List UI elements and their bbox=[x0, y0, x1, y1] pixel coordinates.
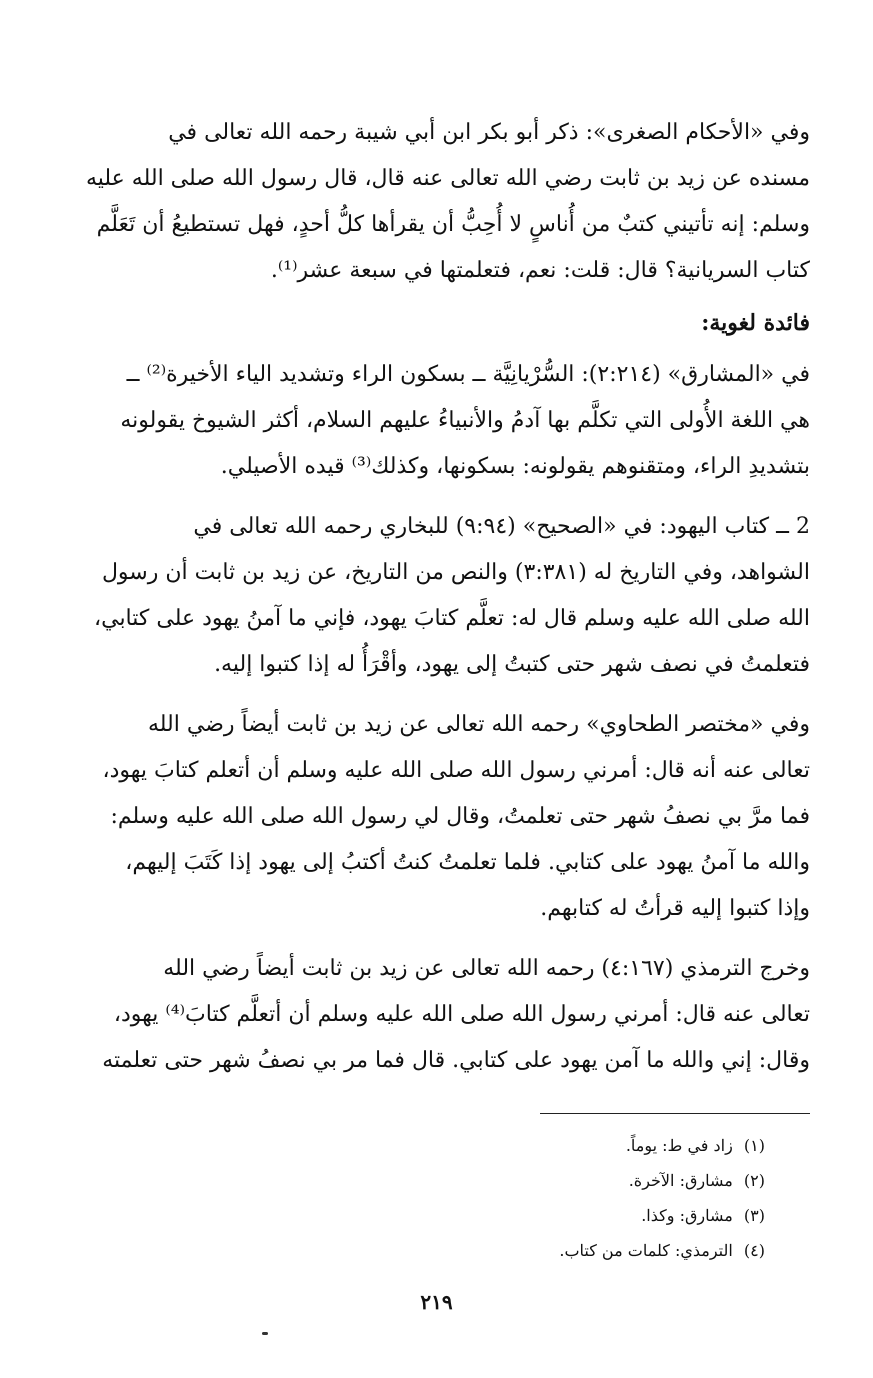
footnote-number: (٣) bbox=[743, 1206, 765, 1225]
section-heading: فائدة لغوية: bbox=[701, 310, 810, 336]
footnote-text: زاد في ط: يوماً. bbox=[625, 1136, 733, 1155]
footnote-item bbox=[165, 1233, 765, 1268]
text-line: الشواهد، وفي التاريخ له (٣:٣٨١) والنص من التاريخ، عن زيد بن ثابت أن رسول bbox=[101, 560, 810, 585]
text-line: والله ما آمنُ يهود على كتابي. فلما تعلمتُ كنتُ أكتبُ إلى يهود إذا كَتَبَ إليهم، bbox=[125, 850, 810, 875]
text-line: وقال: إني والله ما آمن يهود على كتابي. قال فما مر بي نصفُ شهر حتى تعلمته bbox=[102, 1048, 810, 1073]
text-line: كتاب السريانية؟ قال: قلت: نعم، فتعلمتها في سبعة عشر⁽¹⁾. bbox=[270, 258, 810, 283]
paragraph-ahkam bbox=[60, 110, 810, 294]
footnote-item bbox=[165, 1163, 765, 1198]
footnote-item bbox=[165, 1128, 765, 1163]
paragraph-tahawi bbox=[60, 702, 810, 932]
text-line: بتشديدِ الراء، ومتقنوهم يقولونه: بسكونها، وكذلك⁽³⁾ قيده الأصيلي. bbox=[220, 454, 810, 479]
text-line: مسنده عن زيد بن ثابت رضي الله تعالى عنه قال، قال رسول الله صلى الله عليه bbox=[85, 166, 810, 191]
text-line: في «المشارق» (٢:٢١٤): السُّرْيانِيَّة ــ بسكون الراء وتشديد الياء الأخيرة⁽²⁾ ــ bbox=[126, 362, 810, 387]
text-line: وخرج الترمذي (٤:١٦٧) رحمه الله تعالى عن زيد بن ثابت أيضاً رضي الله bbox=[163, 956, 810, 981]
text-line: وإذا كتبوا إليه قرأتُ له كتابهم. bbox=[540, 896, 810, 921]
paragraph-tirmidhi bbox=[60, 946, 810, 1084]
print-speck bbox=[262, 1332, 268, 1335]
text-line: هي اللغة الأُولى التي تكلَّم بها آدمُ والأنبياءُ عليهم السلام، أكثر الشيوخ يقولونه bbox=[120, 408, 810, 433]
footnote-number: (٢) bbox=[743, 1171, 765, 1190]
footnote-text: مشارق: وكذا. bbox=[641, 1206, 733, 1225]
text-line: وسلم: إنه تأتيني كتبٌ من أُناسٍ لا أُحِبُّ أن يقرأها كلُّ أحدٍ، فهل تستطيعُ أن تَعَلَّم bbox=[96, 212, 810, 237]
text-line: 2 ــ كتاب اليهود: في «الصحيح» (٩:٩٤) للبخاري رحمه الله تعالى في bbox=[193, 514, 810, 539]
text-line: وفي «الأحكام الصغرى»: ذكر أبو بكر ابن أبي شيبة رحمه الله تعالى في bbox=[168, 120, 810, 145]
paragraph-kitab-yahud bbox=[60, 504, 810, 688]
footnote-number: (١) bbox=[743, 1136, 765, 1155]
text-line: وفي «مختصر الطحاوي» رحمه الله تعالى عن زيد بن ثابت أيضاً رضي الله bbox=[147, 712, 810, 737]
page-number: ٢١٩ bbox=[420, 1290, 453, 1314]
text-line: تعالى عنه قال: أمرني رسول الله صلى الله عليه وسلم أن أتعلَّم كتابَ⁽⁴⁾ يهود، bbox=[113, 1002, 810, 1027]
footnote-text: مشارق: الآخرة. bbox=[628, 1171, 733, 1190]
text-line: تعالى عنه أنه قال: أمرني رسول الله صلى الله عليه وسلم أن أتعلم كتابَ يهود، bbox=[102, 758, 810, 783]
text-line: الله صلى الله عليه وسلم قال له: تعلَّم كتابَ يهود، فإني ما آمنُ يهود على كتابي، bbox=[94, 606, 810, 631]
page-body bbox=[60, 110, 810, 1084]
footnotes bbox=[165, 1128, 765, 1268]
footnote-text: الترمذي: كلمات من كتاب. bbox=[559, 1241, 733, 1260]
text-line: فتعلمتُ في نصف شهر حتى كتبتُ إلى يهود، وأقْرَأُ له إذا كتبوا إليه. bbox=[214, 652, 810, 677]
text-line: فما مرَّ بي نصفُ شهر حتى تعلمتُ، وقال لي رسول الله صلى الله عليه وسلم: bbox=[110, 804, 810, 829]
footnote-item bbox=[165, 1198, 765, 1233]
footnote-divider bbox=[540, 1113, 810, 1114]
footnote-number: (٤) bbox=[743, 1241, 765, 1260]
paragraph-mashariq bbox=[60, 352, 810, 490]
